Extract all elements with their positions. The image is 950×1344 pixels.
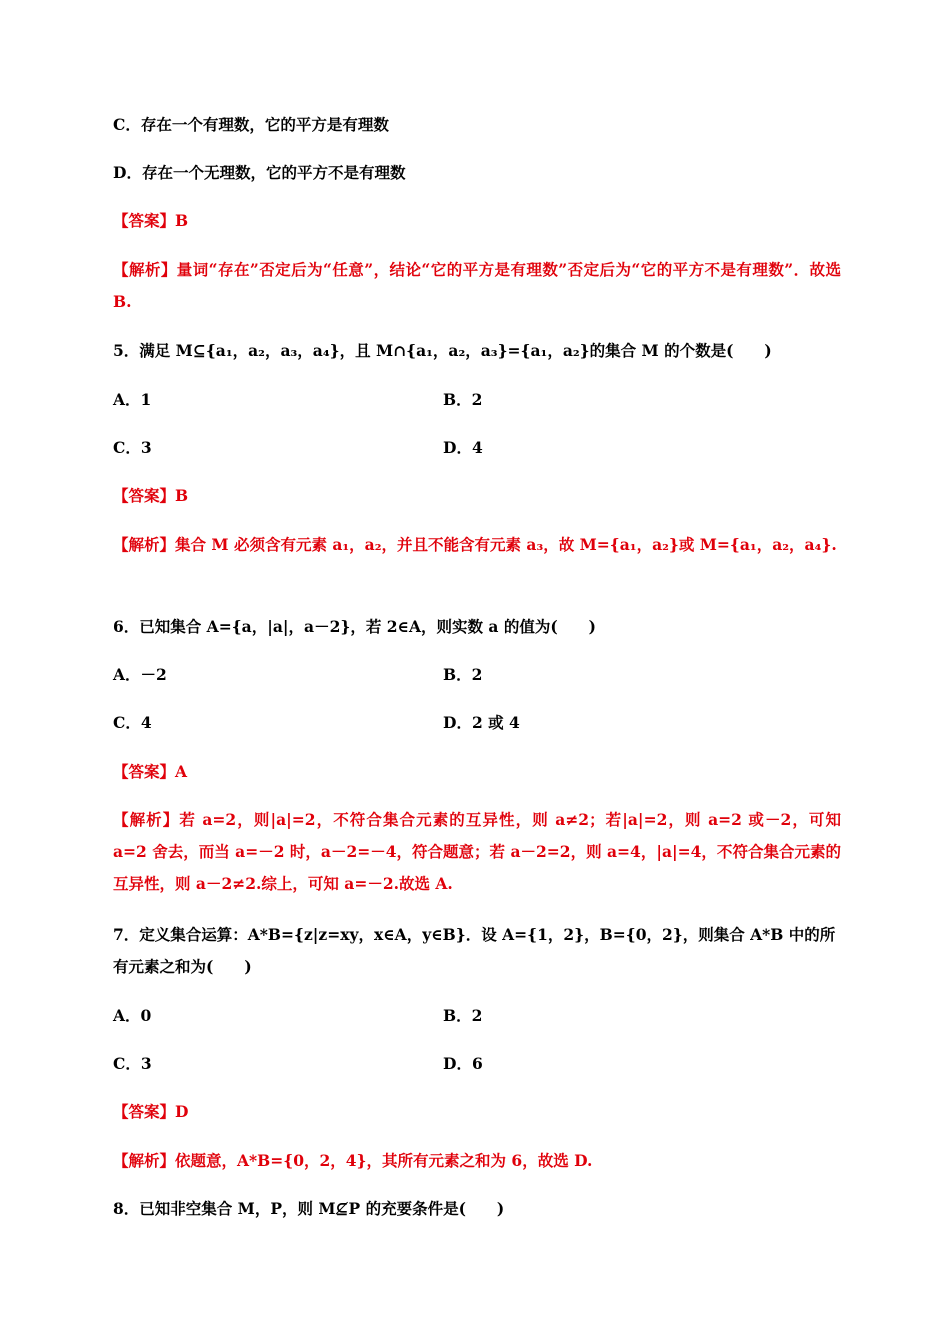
q8-stem: 8．已知非空集合 M，P，则 M⊈P 的充要条件是( ) <box>113 1199 505 1218</box>
q6-option-b: B．2 <box>443 665 483 684</box>
q5-option-d: D．4 <box>443 438 483 457</box>
q6-option-d: D．2 或 4 <box>443 713 520 732</box>
q7-answer: 【答案】D <box>113 1102 189 1121</box>
q7-option-a: A．0 <box>113 1006 152 1025</box>
q5-stem: 5．满足 M⊆{a₁，a₂，a₃，a₄}，且 M∩{a₁，a₂，a₃}={a₁，a₂}的集合 M 的个数是( ) <box>113 341 772 360</box>
q5-explanation: 【解析】集合 M 必须含有元素 a₁，a₂，并且不能含有元素 a₃，故 M={a₁，a₂}或 M={a₁，a₂，a₄}. <box>113 535 837 554</box>
prev-option-c: C．存在一个有理数，它的平方是有理数 <box>113 115 389 134</box>
q5-answer: 【答案】B <box>113 486 189 505</box>
q6-stem: 6．已知集合 A={a，|a|，a－2}，若 2∈A，则实数 a 的值为( ) <box>113 617 597 636</box>
prev-answer: 【答案】B <box>113 211 189 230</box>
q7-stem-line1: 7．定义集合运算：A*B={z|z=xy，x∈A，y∈B}．设 A={1，2}，B={0，2}，则集合 A*B 中的所 <box>113 925 836 944</box>
q5-option-c: C．3 <box>113 438 152 457</box>
prev-explanation: 【解析】量词“存在”否定后为“任意”，结论“它的平方是有理数”否定后为“它的平方不是有理数”．故选 B. <box>113 260 841 311</box>
q5-option-b: B．2 <box>443 390 483 409</box>
q6-option-c: C．4 <box>113 713 152 732</box>
q7-explanation: 【解析】依题意，A*B={0，2，4}，其所有元素之和为 6，故选 D. <box>113 1151 593 1170</box>
prev-option-d: D．存在一个无理数，它的平方不是有理数 <box>113 163 406 182</box>
q6-answer: 【答案】A <box>113 762 188 781</box>
q7-option-d: D．6 <box>443 1054 483 1073</box>
q7-stem-line2: 有元素之和为( ) <box>113 957 252 976</box>
q7-option-c: C．3 <box>113 1054 152 1073</box>
q5-option-a: A．1 <box>113 390 152 409</box>
q6-option-a: A．－2 <box>113 665 167 684</box>
q7-option-b: B．2 <box>443 1006 483 1025</box>
q6-explanation: 【解析】若 a=2，则|a|=2，不符合集合元素的互异性，则 a≠2；若|a|=2，则 a=2 或－2，可知 a=2 舍去，而当 a=－2 时，a－2=－4，符合题意；若 a－2=2，则 a=4，|a|=4，不符合集合元素的互异性，则 a－2≠2.综上，可知 a=－2.故选 A. <box>113 810 841 893</box>
